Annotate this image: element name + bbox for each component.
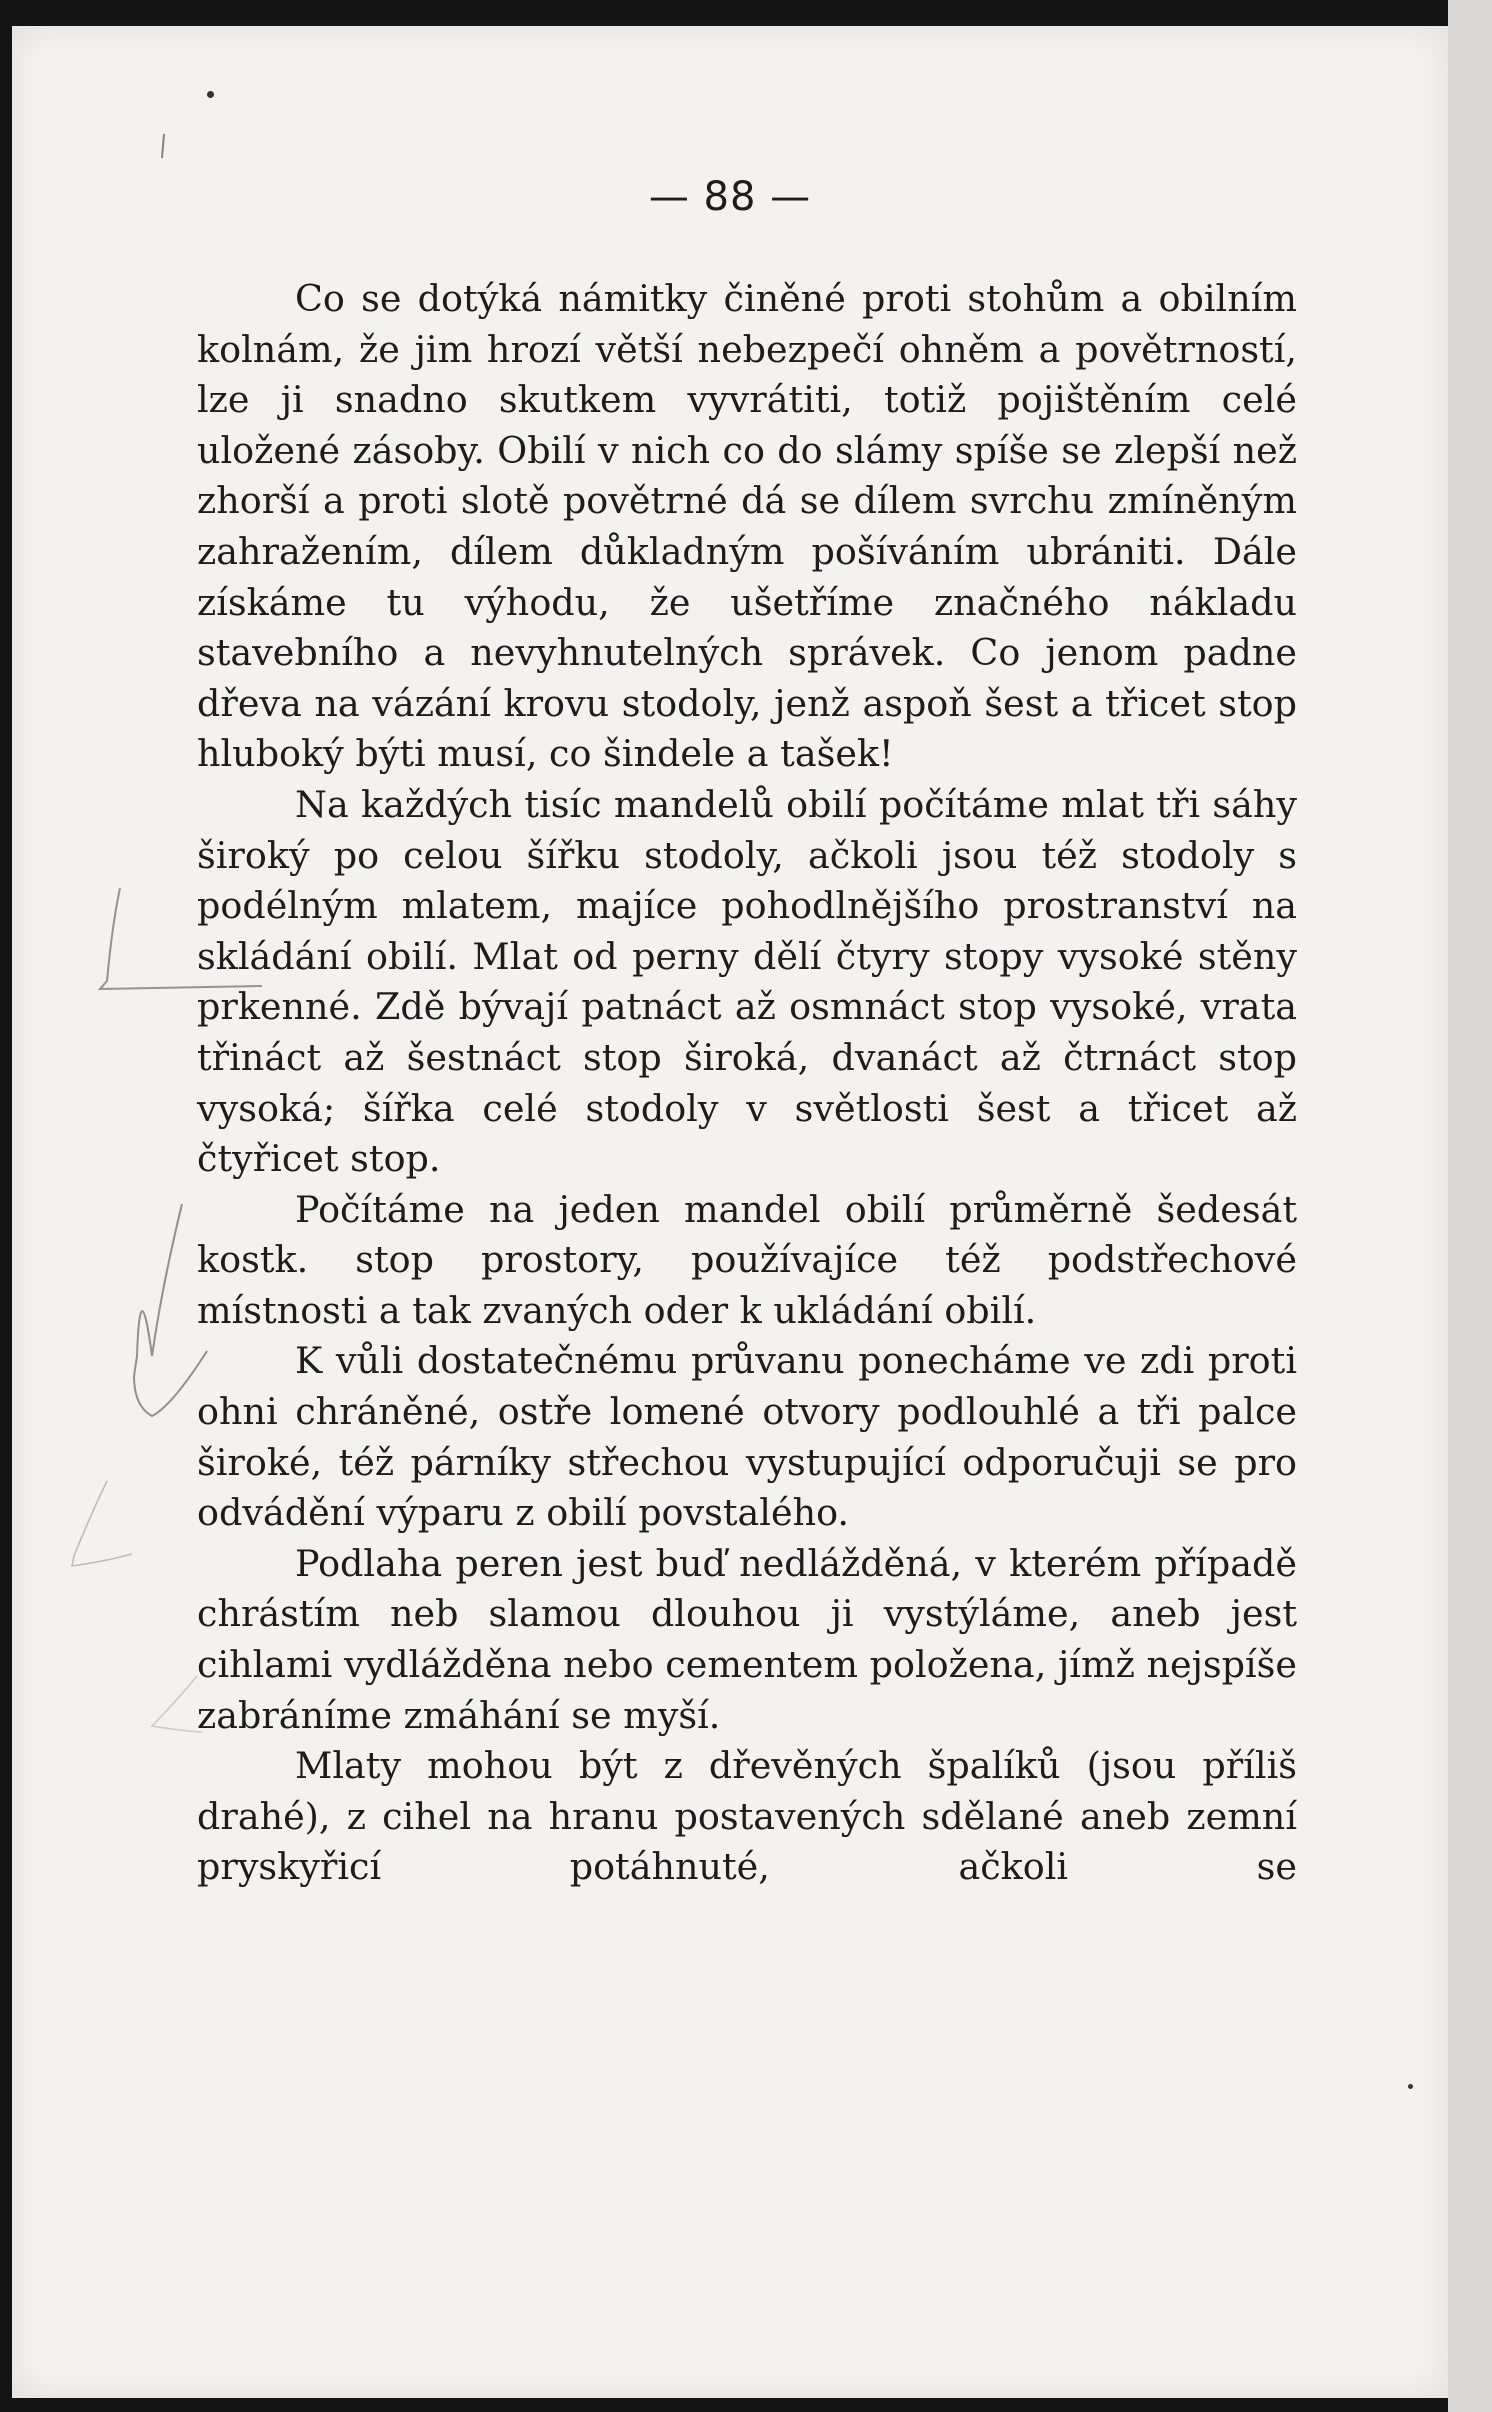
pencil-mark-lower (72, 1481, 132, 1566)
scan-edge (1448, 0, 1492, 2412)
speck (1408, 2084, 1413, 2089)
paragraph: Mlaty mohou být z dřevěných špalíků (jsou příliš drahé), z cihel na hranu postavených sdělané aneb zemní pryskyřicí potáhnuté, ačkoli se (197, 1744, 1297, 1889)
body-text (197, 274, 1297, 1893)
paragraph: Na každých tisíc mandelů obilí počítáme mlat tři sáhy široký po celou šířku stodoly, ačkoli jsou též stodoly s podélným mlatem, majíce pohodlnějšího prostranství na skládání obilí. Mlat od perny dělí čtyry stopy vysoké stěny prkenné. Zdě bývají patnáct až osmnáct stop vysoké, vrata třináct až šestnáct stop široká, dvanáct až čtrnáct stop vysoká; šířka celé stodoly v světlosti šest a třicet až čtyřicet stop. (197, 782, 1297, 1181)
paragraph: Podlaha peren jest buď nedlážděná, v kterém případě chrástím neb slamou dlouhou ji vystýláme, aneb jest cihlami vydlážděna nebo cementem položena, jímž nejspíše zabráníme zmáhání se myší. (197, 1541, 1297, 1737)
book-page (12, 26, 1448, 2398)
paragraph: Počítáme na jeden mandel obilí průměrně šedesát kostk. stop prostory, používajíce též podstřechové místnosti a tak zvaných oder k ukládání obilí. (197, 1187, 1297, 1332)
paragraph: Co se dotýká námitky činěné proti stohům a obilním kolnám, že jim hrozí větší nebezpečí ohněm a povětrností, lze ji snadno skutkem vyvrátiti, totiž pojištěním celé uložené zásoby. Obilí v nich co do slámy spíše se zlepší než zhorší a proti slotě povětrné dá se dílem svrchu zmíněným zahražením, dílem důkladným pošíváním ubrániti. Dále získáme tu výhodu, že ušetříme značného nákladu stavebního a nevyhnutelných správek. Co jenom padne dřeva na vázání krovu stodoly, jenž aspoň šest a třicet stop hluboký býti musí, co šindele a tašek! (197, 277, 1297, 776)
speck (207, 91, 214, 98)
pencil-mark-bottom (152, 1676, 202, 1732)
paragraph: K vůli dostatečnému průvanu ponecháme ve zdi proti ohni chráněné, ostře lomené otvory podlouhlé a tři palce široké, též párníky střechou vystupující odporučuji se pro odvádění výparu z obilí povstalého. (197, 1339, 1297, 1535)
pencil-tick-top (162, 134, 164, 158)
page-number: — 88 — (648, 174, 812, 220)
